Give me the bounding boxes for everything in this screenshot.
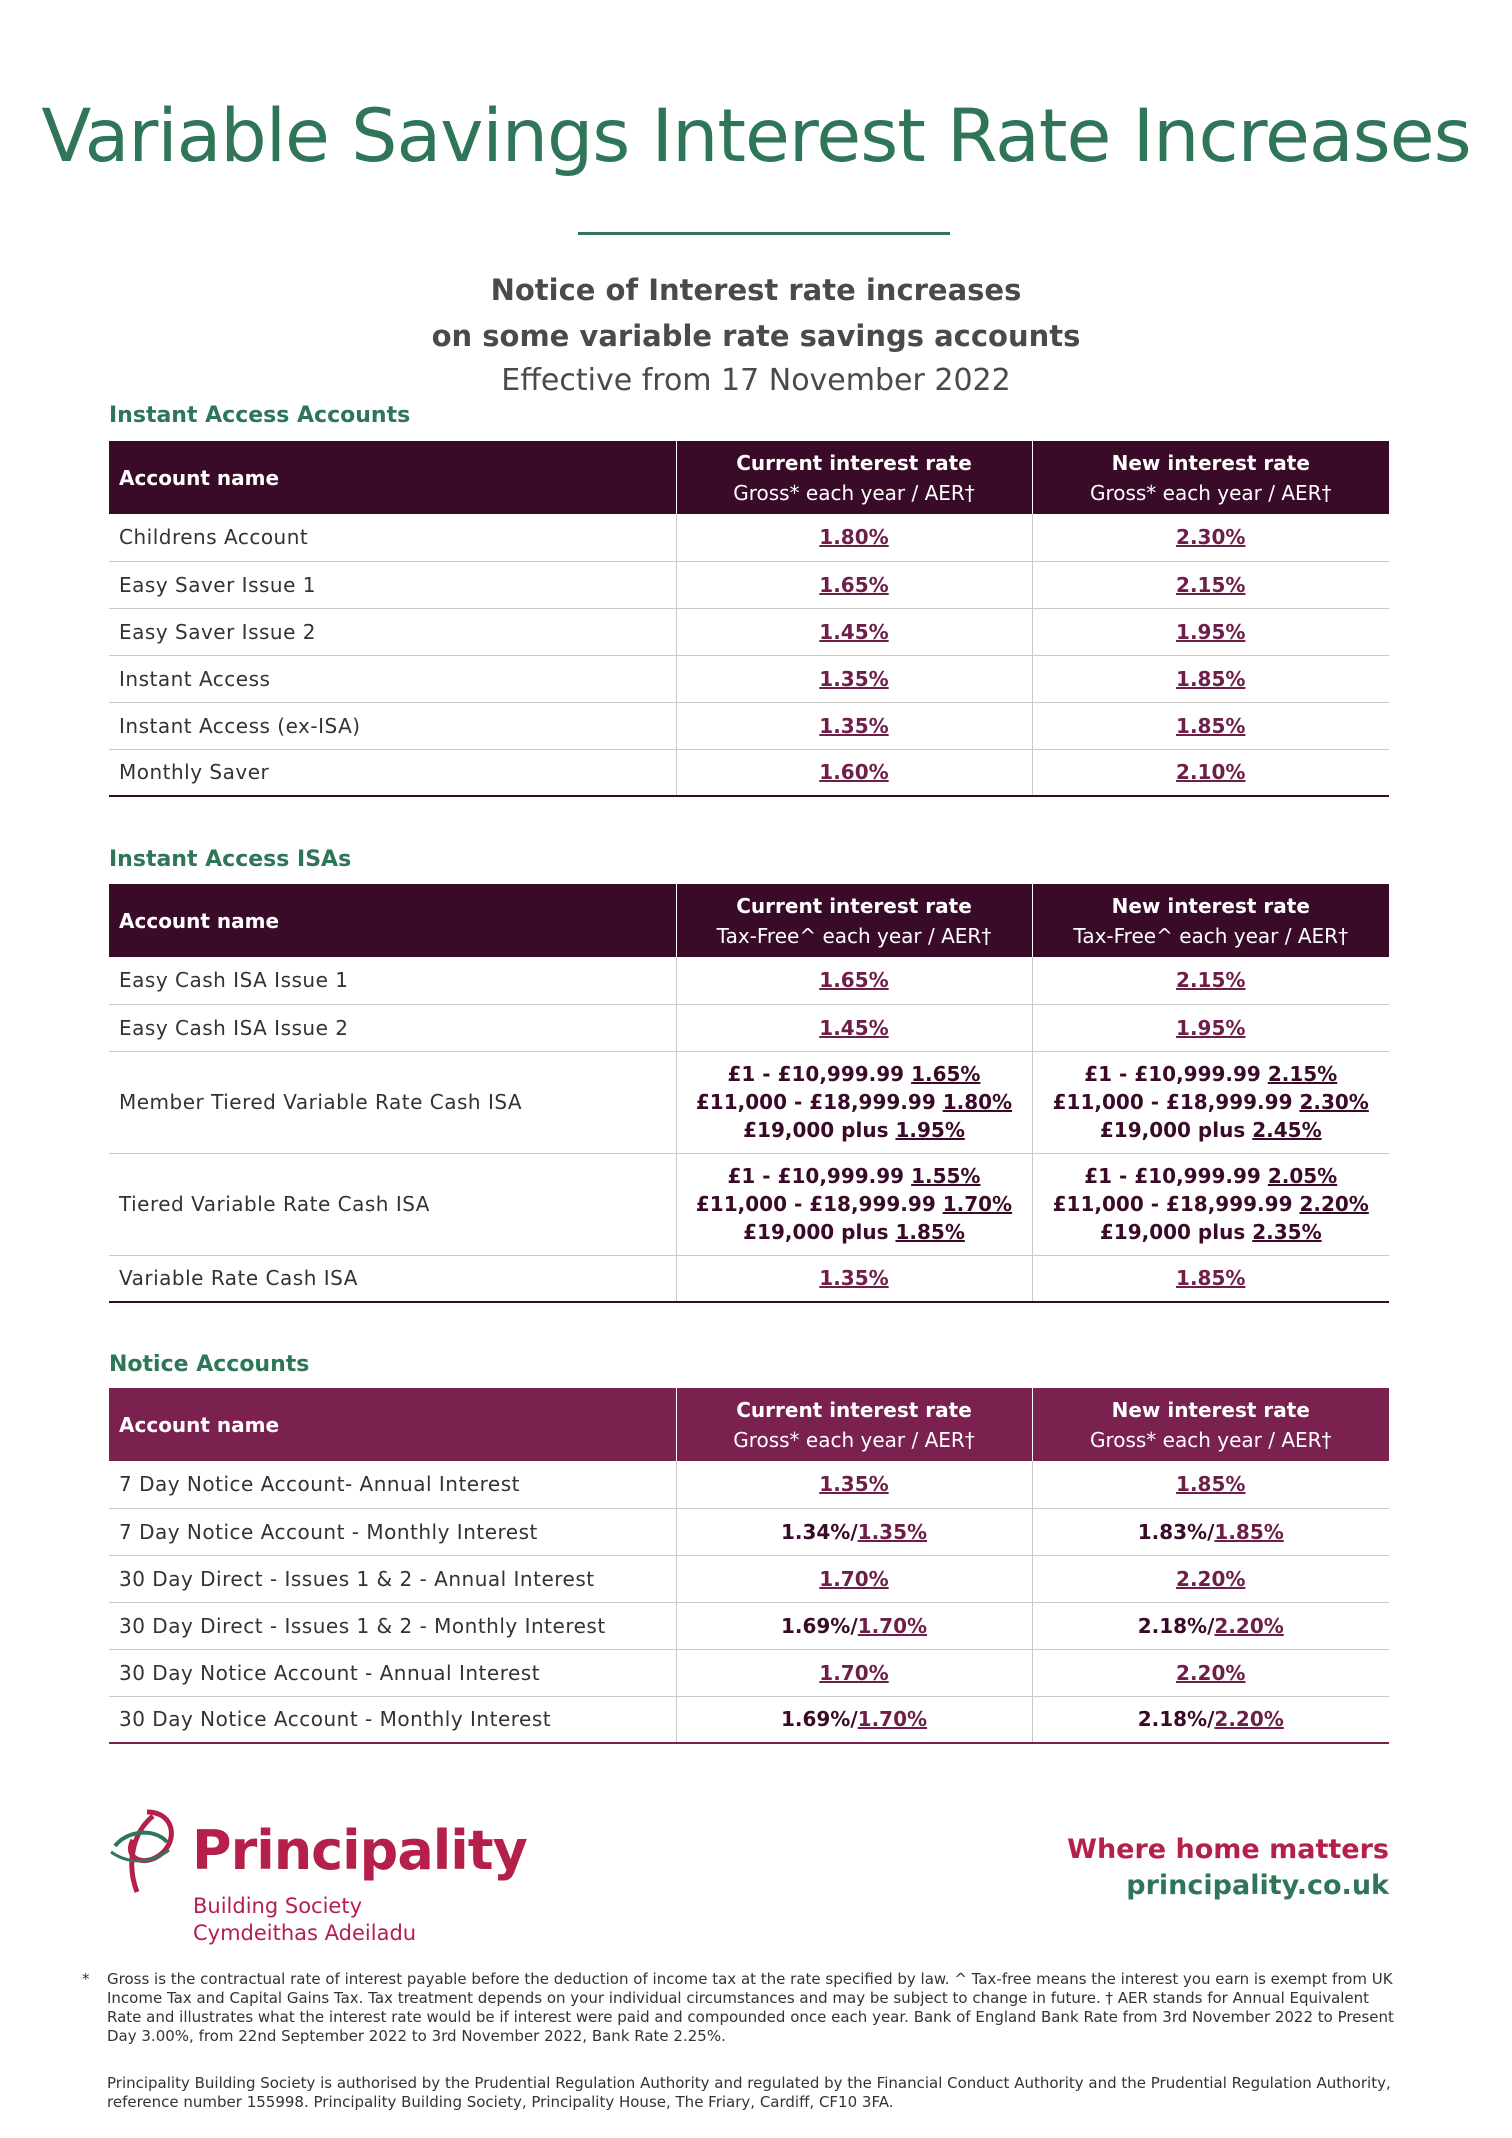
new-rate-value: 1.85% xyxy=(1214,1519,1284,1544)
tier-band: £11,000 - £18,999.99 xyxy=(1052,1090,1293,1114)
new-rate-cell xyxy=(1032,1508,1389,1555)
current-rate-gross: 1.34%/ xyxy=(780,1519,858,1544)
col-header-account-name: Account name xyxy=(109,884,676,957)
account-name-cell: Member Tiered Variable Rate Cash ISA xyxy=(109,1051,676,1153)
new-rate-value: 2.20% xyxy=(1214,1613,1284,1638)
col-header-current-title: Current interest rate xyxy=(736,893,972,918)
tier-band: £19,000 plus xyxy=(1099,1118,1246,1142)
account-name-cell: Instant Access xyxy=(109,655,676,702)
new-rate-value: 1.85% xyxy=(1176,713,1246,738)
current-rate-tiers-cell xyxy=(676,1153,1032,1255)
rate-tier-line xyxy=(687,1218,1022,1246)
rate-tier-line xyxy=(1043,1060,1380,1088)
new-rate-gross: 2.18%/ xyxy=(1137,1613,1215,1638)
rate-tier-line xyxy=(687,1162,1022,1190)
new-rate-cell xyxy=(1032,1649,1389,1696)
tier-rate: 1.95% xyxy=(895,1118,965,1142)
logo-mark-icon xyxy=(107,1806,187,1896)
rate-tier-line xyxy=(687,1060,1022,1088)
table-row xyxy=(109,957,1389,1004)
current-rate-cell xyxy=(676,608,1032,655)
current-rate-value: 1.35% xyxy=(857,1519,928,1544)
new-rate-cell xyxy=(1032,1602,1389,1649)
new-rate-cell xyxy=(1032,1696,1389,1743)
current-rate-value: 1.45% xyxy=(819,1015,889,1040)
tier-rate: 1.80% xyxy=(942,1090,1013,1114)
current-rate-gross: 1.69%/ xyxy=(780,1707,858,1732)
rate-tier-line xyxy=(687,1116,1022,1144)
current-rate-cell xyxy=(676,1508,1032,1555)
col-header-current-sub: Tax-Free^ each year / AER† xyxy=(716,923,992,948)
footnote-regulatory: Principality Building Society is authorised by the Prudential Regulation Authority and regulated by the Financial Conduct Authority and the Prudential Regulation Authority, reference number 155998. Principality Building Society, Principality House, The Friary, Cardiff, CF10 3FA. xyxy=(107,2074,1391,2111)
current-rate-value: 1.35% xyxy=(819,1472,889,1497)
tier-rate: 2.45% xyxy=(1252,1118,1322,1142)
tier-band: £11,000 - £18,999.99 xyxy=(695,1090,936,1114)
new-rate-value: 2.10% xyxy=(1176,760,1246,785)
new-rate-cell xyxy=(1032,655,1389,702)
tier-band: £11,000 - £18,999.99 xyxy=(695,1192,936,1216)
account-name-cell: Tiered Variable Rate Cash ISA xyxy=(109,1153,676,1255)
tier-rate: 2.15% xyxy=(1267,1062,1338,1086)
new-rate-value: 2.15% xyxy=(1176,968,1246,993)
current-rate-cell xyxy=(676,514,1032,561)
tiered-table-row xyxy=(109,1051,1389,1153)
col-header-new-rate xyxy=(1032,1388,1389,1461)
new-rate-value: 2.20% xyxy=(1176,1660,1246,1685)
section-heading-instant-access: Instant Access Accounts xyxy=(109,403,411,428)
table-header-row xyxy=(109,441,1389,514)
tier-band: £1 - £10,999.99 xyxy=(727,1062,905,1086)
col-header-current-rate xyxy=(676,441,1032,514)
account-name-cell: Variable Rate Cash ISA xyxy=(109,1255,676,1302)
rate-tier-line xyxy=(687,1088,1022,1116)
account-name-cell: 7 Day Notice Account - Monthly Interest xyxy=(109,1508,676,1555)
rate-tier-line xyxy=(1043,1088,1380,1116)
logo-subtitle-english: Building Society xyxy=(193,1894,363,1918)
table-row xyxy=(109,702,1389,749)
new-rate-value: 1.85% xyxy=(1176,1472,1246,1497)
current-rate-value: 1.70% xyxy=(857,1707,928,1732)
current-rate-value: 1.35% xyxy=(819,666,889,691)
tier-rate: 1.85% xyxy=(895,1220,965,1244)
current-rate-cell xyxy=(676,1255,1032,1302)
current-rate-value: 1.35% xyxy=(819,1266,889,1291)
rate-tier-line xyxy=(687,1190,1022,1218)
current-rate-cell xyxy=(676,1461,1032,1508)
new-rate-value: 2.20% xyxy=(1176,1566,1246,1591)
col-header-account-name: Account name xyxy=(109,441,676,514)
table-row xyxy=(109,1508,1389,1555)
current-rate-value: 1.45% xyxy=(819,619,889,644)
tier-band: £19,000 plus xyxy=(1099,1220,1246,1244)
table-row xyxy=(109,749,1389,796)
footnote-marker: * xyxy=(82,1970,90,1988)
section-heading-isas: Instant Access ISAs xyxy=(109,847,352,872)
account-name-cell: Instant Access (ex-ISA) xyxy=(109,702,676,749)
account-name-cell: Easy Saver Issue 1 xyxy=(109,561,676,608)
table-row xyxy=(109,655,1389,702)
current-rate-cell xyxy=(676,957,1032,1004)
rate-tier-line xyxy=(1043,1116,1380,1144)
new-rate-value: 1.95% xyxy=(1176,619,1246,644)
tier-band: £1 - £10,999.99 xyxy=(1084,1062,1261,1086)
col-header-new-rate xyxy=(1032,884,1389,957)
new-rate-value: 2.20% xyxy=(1214,1707,1284,1732)
current-rate-cell xyxy=(676,1649,1032,1696)
new-rate-gross: 1.83%/ xyxy=(1137,1519,1215,1544)
col-header-new-title: New interest rate xyxy=(1111,1397,1310,1422)
current-rate-value: 1.80% xyxy=(819,525,889,550)
logo-wordmark: Principality xyxy=(192,1819,527,1882)
new-rate-value: 1.95% xyxy=(1176,1015,1246,1040)
tier-band: £1 - £10,999.99 xyxy=(727,1164,905,1188)
col-header-current-sub: Gross* each year / AER† xyxy=(733,480,975,505)
logo-subtitle-welsh: Cymdeithas Adeiladu xyxy=(193,1921,417,1945)
col-header-new-title: New interest rate xyxy=(1111,893,1310,918)
tier-rate: 2.05% xyxy=(1267,1164,1338,1188)
col-header-current-title: Current interest rate xyxy=(736,450,972,475)
account-name-cell: Easy Cash ISA Issue 1 xyxy=(109,957,676,1004)
col-header-current-title: Current interest rate xyxy=(736,1397,972,1422)
table-row xyxy=(109,608,1389,655)
table-row xyxy=(109,514,1389,561)
current-rate-cell xyxy=(676,655,1032,702)
new-rate-cell xyxy=(1032,514,1389,561)
current-rate-value: 1.70% xyxy=(819,1566,889,1591)
current-rate-value: 1.60% xyxy=(819,760,889,785)
current-rate-cell xyxy=(676,561,1032,608)
tier-rate: 2.35% xyxy=(1252,1220,1322,1244)
rate-tier-line xyxy=(1043,1190,1380,1218)
new-rate-cell xyxy=(1032,702,1389,749)
account-name-cell: 30 Day Direct - Issues 1 & 2 - Annual Interest xyxy=(109,1555,676,1602)
tier-rate: 2.30% xyxy=(1299,1090,1369,1114)
principality-logo xyxy=(107,1806,527,1946)
notice-line-1: Notice of Interest rate increases xyxy=(490,273,1022,307)
current-rate-tiers-cell xyxy=(676,1051,1032,1153)
account-name-cell: 7 Day Notice Account- Annual Interest xyxy=(109,1461,676,1508)
tier-rate: 1.65% xyxy=(911,1062,981,1086)
title-divider xyxy=(578,232,950,235)
tier-rate: 1.70% xyxy=(942,1192,1013,1216)
effective-date: Effective from 17 November 2022 xyxy=(501,363,1011,398)
current-rate-value: 1.65% xyxy=(819,968,889,993)
current-rate-cell xyxy=(676,1696,1032,1743)
current-rate-cell xyxy=(676,1004,1032,1051)
page-title: Variable Savings Interest Rate Increases xyxy=(41,94,1471,179)
tier-band: £1 - £10,999.99 xyxy=(1084,1164,1261,1188)
current-rate-cell xyxy=(676,1602,1032,1649)
table-row xyxy=(109,1461,1389,1508)
table-row xyxy=(109,1649,1389,1696)
section-heading-notice: Notice Accounts xyxy=(109,1352,310,1377)
col-header-current-rate xyxy=(676,1388,1032,1461)
current-rate-cell xyxy=(676,1555,1032,1602)
col-header-new-rate xyxy=(1032,441,1389,514)
new-rate-cell xyxy=(1032,1555,1389,1602)
new-rate-cell xyxy=(1032,1255,1389,1302)
notice-line-2: on some variable rate savings accounts xyxy=(431,319,1081,353)
new-rate-cell xyxy=(1032,749,1389,796)
new-rate-value: 1.85% xyxy=(1176,1266,1246,1291)
current-rate-gross: 1.69%/ xyxy=(780,1613,858,1638)
current-rate-cell xyxy=(676,749,1032,796)
tagline: Where home matters xyxy=(1067,1834,1389,1865)
account-name-cell: 30 Day Notice Account - Annual Interest xyxy=(109,1649,676,1696)
account-name-cell: 30 Day Notice Account - Monthly Interest xyxy=(109,1696,676,1743)
table-row xyxy=(109,1255,1389,1302)
account-name-cell: Easy Cash ISA Issue 2 xyxy=(109,1004,676,1051)
new-rate-cell xyxy=(1032,1461,1389,1508)
account-name-cell: Childrens Account xyxy=(109,514,676,561)
table-row xyxy=(109,1555,1389,1602)
tier-band: £19,000 plus xyxy=(743,1118,889,1142)
tier-band: £11,000 - £18,999.99 xyxy=(1052,1192,1293,1216)
table-header-row xyxy=(109,884,1389,957)
tier-band: £19,000 plus xyxy=(743,1220,889,1244)
account-name-cell: Easy Saver Issue 2 xyxy=(109,608,676,655)
col-header-new-title: New interest rate xyxy=(1111,450,1310,475)
new-rate-cell xyxy=(1032,957,1389,1004)
current-rate-value: 1.70% xyxy=(819,1660,889,1685)
new-rate-cell xyxy=(1032,1004,1389,1051)
rate-tier-line xyxy=(1043,1162,1380,1190)
account-name-cell: 30 Day Direct - Issues 1 & 2 - Monthly Interest xyxy=(109,1602,676,1649)
instant-access-table xyxy=(109,441,1389,797)
col-header-new-sub: Gross* each year / AER† xyxy=(1089,480,1332,505)
current-rate-cell xyxy=(676,702,1032,749)
current-rate-value: 1.70% xyxy=(857,1613,928,1638)
col-header-current-rate xyxy=(676,884,1032,957)
table-row xyxy=(109,1004,1389,1051)
table-header-row xyxy=(109,1388,1389,1461)
new-rate-value: 2.30% xyxy=(1176,525,1246,550)
col-header-current-sub: Gross* each year / AER† xyxy=(733,1427,975,1452)
table-row xyxy=(109,561,1389,608)
col-header-new-sub: Gross* each year / AER† xyxy=(1089,1427,1332,1452)
footnote-gross: Gross is the contractual rate of interest payable before the deduction of income tax at the rate specified by law. ^ Tax-free means the interest you earn is exempt from UK Income Tax and Capital Gains Tax. Tax treatment depends on your individual circumstances and may be subject to change in future. † AER stands for Annual Equivalent Rate and illustrates what the interest rate would be if interest were paid and compounded once each year. Bank of England Bank Rate from 3rd November 2022 to Present Day 3.00%, from 22nd September 2022 to 3rd November 2022, Bank Rate 2.25%. xyxy=(107,1970,1394,2045)
tiered-table-row xyxy=(109,1153,1389,1255)
account-name-cell: Monthly Saver xyxy=(109,749,676,796)
isa-table xyxy=(109,884,1389,1303)
new-rate-cell xyxy=(1032,608,1389,655)
new-rate-value: 2.15% xyxy=(1176,572,1246,597)
new-rate-tiers-cell xyxy=(1032,1051,1389,1153)
rate-tier-line xyxy=(1043,1218,1380,1246)
notice-accounts-table xyxy=(109,1388,1389,1744)
table-row xyxy=(109,1696,1389,1743)
col-header-account-name: Account name xyxy=(109,1388,676,1461)
new-rate-value: 1.85% xyxy=(1176,666,1246,691)
table-row xyxy=(109,1602,1389,1649)
current-rate-value: 1.35% xyxy=(819,713,889,738)
new-rate-tiers-cell xyxy=(1032,1153,1389,1255)
website-link[interactable]: principality.co.uk xyxy=(1126,1870,1389,1901)
current-rate-value: 1.65% xyxy=(819,572,889,597)
tier-rate: 2.20% xyxy=(1299,1192,1369,1216)
new-rate-cell xyxy=(1032,561,1389,608)
col-header-new-sub: Tax-Free^ each year / AER† xyxy=(1073,923,1349,948)
tier-rate: 1.55% xyxy=(911,1164,981,1188)
new-rate-gross: 2.18%/ xyxy=(1137,1707,1215,1732)
